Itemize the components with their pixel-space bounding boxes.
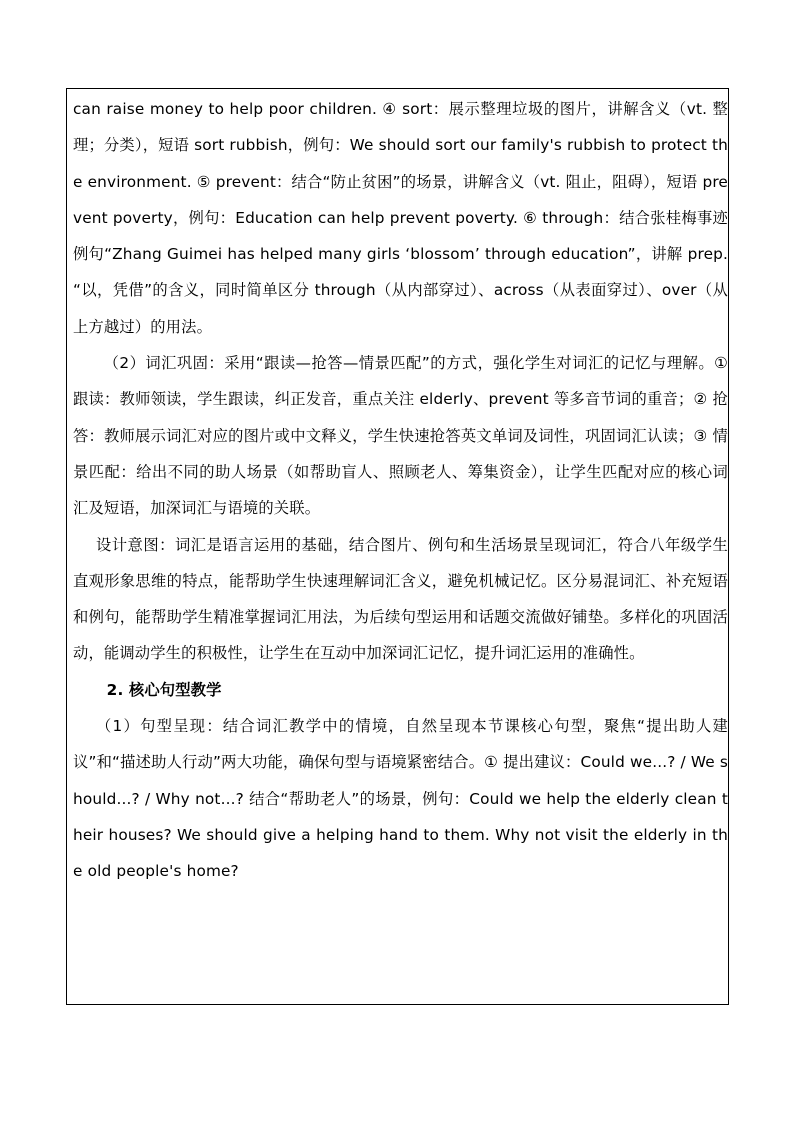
paragraph-vocab-examples: can raise money to help poor children. ④ sort：展示整理垃圾的图片，讲解含义（vt. 整理；分类），短语 sort rubbish，例句：We should sort our family's rubbish to protect the environment. ⑤ prevent：结合“防止贫困”的场景，讲解含义（vt. 阻止，阻碍），短语 prevent poverty，例句：Education can help prevent poverty. ⑥ through：结合张桂梅事迹例句“Zhang Guimei has helped many girls ‘blossom’ through education”，讲解 prep. “以，凭借”的含义，同时简单区分 through（从内部穿过）、across（从表面穿过）、over（从上方越过）的用法。	[73, 100, 728, 336]
lesson-plan-text	[73, 91, 728, 890]
paragraph-design-intent: 设计意图：词汇是语言运用的基础，结合图片、例句和生活场景呈现词汇，符合八年级学生直观形象思维的特点，能帮助学生快速理解词汇含义，避免机械记忆。区分易混词汇、补充短语和例句，能帮助学生精准掌握词汇用法，为后续句型运用和话题交流做好铺垫。多样化的巩固活动，能调动学生的积极性，让学生在互动中加深词汇记忆，提升词汇运用的准确性。	[73, 535, 728, 663]
section-heading: 2. 核心句型教学	[106, 680, 222, 699]
paragraph-sentence-patterns: （1）句型呈现：结合词汇教学中的情境，自然呈现本节课核心句型，聚焦“提出助人建议”和“描述助人行动”两大功能，确保句型与语境紧密结合。① 提出建议：Could we...? / We should...? / Why not...? 结合“帮助老人”的场景，例句：Could we help the elderly clean their houses? We should give a helping hand to them. Why not visit the elderly in the old people's home?	[73, 717, 728, 881]
paragraph-vocab-consolidation: （2）词汇巩固：采用“跟读—抢答—情景匹配”的方式，强化学生对词汇的记忆与理解。① 跟读：教师领读，学生跟读，纠正发音，重点关注 elderly、prevent 等多音节词的重音；② 抢答：教师展示词汇对应的图片或中文释义，学生快速抢答英文单词及词性，巩固词汇认读；③ 情景匹配：给出不同的助人场景（如帮助盲人、照顾老人、筹集资金），让学生匹配对应的核心词汇及短语，加深词汇与语境的关联。	[73, 354, 728, 518]
